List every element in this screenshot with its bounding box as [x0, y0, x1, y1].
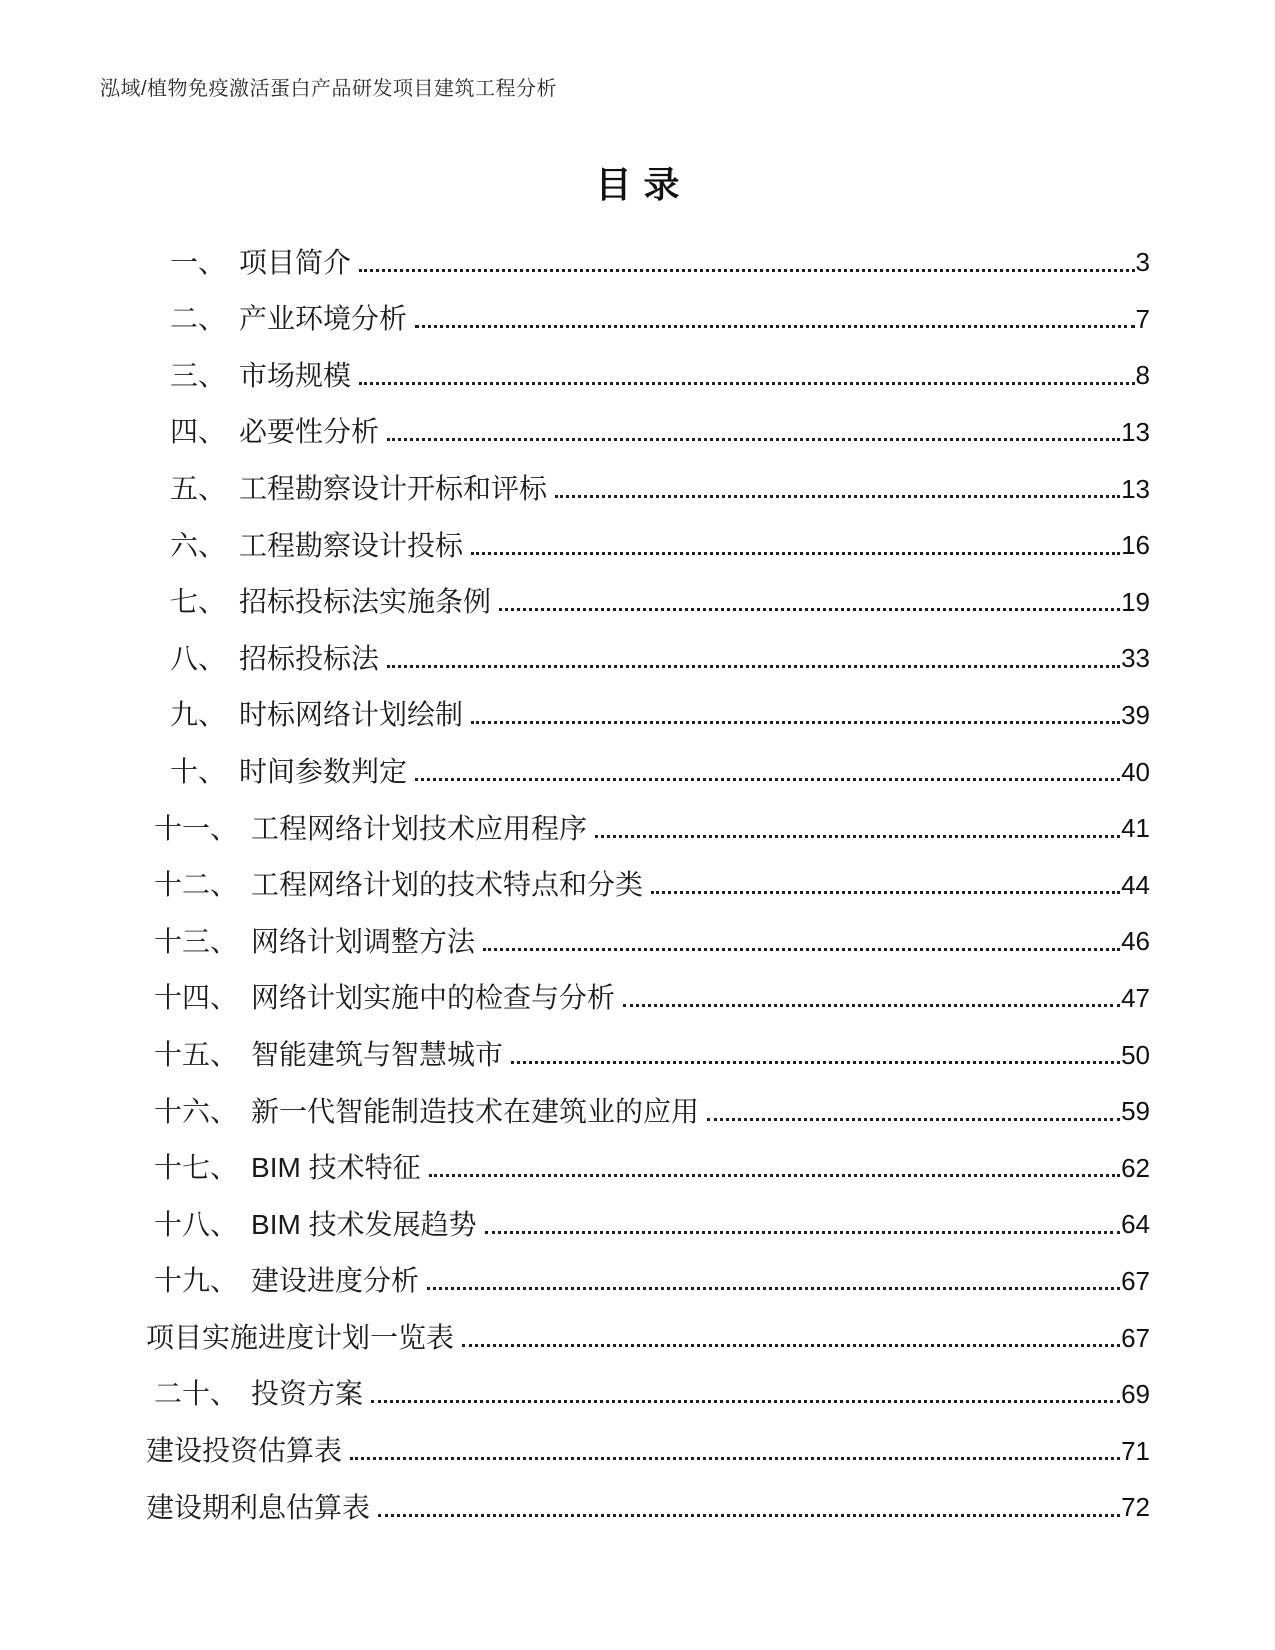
toc-leader-dots: [651, 891, 1120, 894]
toc-entry-title: 网络计划调整方法: [251, 925, 476, 957]
toc-leader-dots: [371, 1400, 1120, 1403]
toc-entry-page: 67: [1121, 1322, 1150, 1353]
toc-leader-dots: [623, 1004, 1120, 1007]
toc-entry[interactable]: [100, 1421, 1150, 1478]
toc-entry-number: 十三、: [154, 925, 239, 957]
toc-entry-page: 69: [1121, 1379, 1150, 1410]
toc-entry-page: 13: [1121, 473, 1150, 504]
toc-entry-page: 44: [1121, 869, 1150, 900]
toc-entry-number: 九、: [170, 699, 227, 731]
toc-entry[interactable]: [100, 1139, 1150, 1196]
toc-entry-title: 必要性分析: [239, 416, 380, 448]
toc-entry-title: 项目实施进度计划一览表: [146, 1321, 455, 1353]
toc-entry-number: 二、: [170, 303, 227, 335]
document-header: 泓域/植物免疫激活蛋白产品研发项目建筑工程分析: [100, 78, 558, 100]
toc-entry-title: 工程网络计划技术应用程序: [251, 812, 588, 844]
toc-list: [100, 233, 1150, 1535]
toc-leader-dots: [387, 438, 1120, 441]
toc-entry-title: 产业环境分析: [239, 303, 408, 335]
toc-entry-number: 十一、: [154, 812, 239, 844]
toc-leader-dots: [471, 552, 1120, 555]
toc-entry-title: 时标网络计划绘制: [239, 699, 464, 731]
toc-entry[interactable]: [100, 1308, 1150, 1365]
toc-entry-title: 市场规模: [239, 359, 352, 391]
toc-leader-dots: [359, 269, 1135, 272]
toc-entry[interactable]: [100, 1082, 1150, 1139]
toc-entry[interactable]: [100, 799, 1150, 856]
toc-leader-dots: [485, 1231, 1121, 1234]
toc-leader-dots: [595, 835, 1120, 838]
toc-entry[interactable]: [100, 1478, 1150, 1535]
toc-entry[interactable]: [100, 573, 1150, 630]
toc-entry-number: 七、: [170, 586, 227, 618]
toc-entry[interactable]: [100, 629, 1150, 686]
toc-entry-page: 19: [1121, 586, 1150, 617]
toc-entry[interactable]: [100, 403, 1150, 460]
toc-leader-dots: [359, 382, 1135, 385]
toc-entry-page: 67: [1121, 1265, 1150, 1296]
toc-leader-dots: [555, 495, 1120, 498]
toc-leader-dots: [511, 1061, 1120, 1064]
toc-leader-dots: [415, 778, 1120, 781]
toc-entry-title: 网络计划实施中的检查与分析: [251, 982, 616, 1014]
toc-entry-number: 五、: [170, 472, 227, 504]
toc-entry-title: 工程勘察设计开标和评标: [239, 472, 548, 504]
toc-entry-page: 47: [1121, 983, 1150, 1014]
toc-entry-page: 64: [1121, 1209, 1150, 1240]
toc-entry-title: 工程网络计划的技术特点和分类: [251, 869, 644, 901]
toc-entry-page: 40: [1121, 756, 1150, 787]
toc-entry-number: 八、: [170, 642, 227, 674]
toc-leader-dots: [378, 1514, 1120, 1517]
toc-entry-page: 7: [1135, 303, 1150, 334]
toc-leader-dots: [415, 325, 1135, 328]
toc-entry-page: 62: [1121, 1152, 1150, 1183]
toc-entry-number: 一、: [170, 246, 227, 278]
toc-entry-title: 招标投标法: [239, 642, 380, 674]
toc-entry[interactable]: [100, 290, 1150, 347]
toc-entry-title: 建设期利息估算表: [146, 1491, 371, 1523]
toc-entry-page: 71: [1121, 1435, 1150, 1466]
toc-entry-title: 招标投标法实施条例: [239, 586, 492, 618]
toc-entry[interactable]: [100, 1195, 1150, 1252]
toc-entry-title: 智能建筑与智慧城市: [251, 1038, 504, 1070]
toc-entry-title: 时间参数判定: [239, 755, 408, 787]
toc-entry-number: 四、: [170, 416, 227, 448]
toc-entry-title: BIM 技术特征: [251, 1152, 421, 1184]
toc-entry-title: 投资方案: [251, 1378, 364, 1410]
toc-entry-title: BIM 技术发展趋势: [251, 1208, 477, 1240]
toc-entry-page: 13: [1121, 417, 1150, 448]
toc-entry-page: 72: [1121, 1492, 1150, 1523]
toc-entry[interactable]: [100, 346, 1150, 403]
toc-leader-dots: [471, 721, 1120, 724]
toc-entry-page: 33: [1121, 643, 1150, 674]
toc-entry[interactable]: [100, 742, 1150, 799]
toc-entry-number: 十二、: [154, 869, 239, 901]
toc-leader-dots: [499, 608, 1120, 611]
toc-entry-page: 16: [1121, 530, 1150, 561]
toc-entry-number: 十九、: [154, 1265, 239, 1297]
toc-entry-page: 50: [1121, 1039, 1150, 1070]
toc-leader-dots: [707, 1118, 1120, 1121]
toc-entry-number: 十六、: [154, 1095, 239, 1127]
toc-leader-dots: [429, 1174, 1121, 1177]
toc-entry-title: 建设进度分析: [251, 1265, 420, 1297]
toc-entry-number: 十七、: [154, 1152, 239, 1184]
toc-entry[interactable]: [100, 516, 1150, 573]
toc-entry[interactable]: [100, 233, 1150, 290]
toc-entry[interactable]: [100, 1025, 1150, 1082]
toc-entry-number: 六、: [170, 529, 227, 561]
toc-entry-title: 工程勘察设计投标: [239, 529, 464, 561]
toc-entry-page: 39: [1121, 700, 1150, 731]
toc-entry-page: 41: [1121, 813, 1150, 844]
toc-leader-dots: [483, 948, 1120, 951]
toc-entry-number: 二十、: [154, 1378, 239, 1410]
toc-entry-page: 46: [1121, 926, 1150, 957]
toc-entry[interactable]: [100, 969, 1150, 1026]
toc-entry[interactable]: [100, 686, 1150, 743]
toc-title: 目录: [595, 164, 692, 205]
toc-leader-dots: [462, 1344, 1120, 1347]
toc-leader-dots: [387, 665, 1120, 668]
toc-entry-title: 新一代智能制造技术在建筑业的应用: [251, 1095, 700, 1127]
toc-leader-dots: [350, 1457, 1120, 1460]
toc-entry[interactable]: [100, 1252, 1150, 1309]
toc-entry[interactable]: [100, 856, 1150, 913]
toc-entry-number: 十五、: [154, 1038, 239, 1070]
toc-entry-page: 3: [1135, 247, 1150, 278]
toc-entry-page: 59: [1121, 1096, 1150, 1127]
toc-entry[interactable]: [100, 912, 1150, 969]
toc-entry[interactable]: [100, 1365, 1150, 1422]
toc-entry-number: 十四、: [154, 982, 239, 1014]
toc-entry-title: 建设投资估算表: [146, 1435, 343, 1467]
toc-entry-title: 项目简介: [239, 246, 352, 278]
toc-entry-number: 十八、: [154, 1208, 239, 1240]
toc-entry[interactable]: [100, 459, 1150, 516]
toc-leader-dots: [427, 1287, 1120, 1290]
toc-entry-number: 十、: [170, 755, 227, 787]
toc-entry-number: 三、: [170, 359, 227, 391]
toc-entry-page: 8: [1135, 360, 1150, 391]
